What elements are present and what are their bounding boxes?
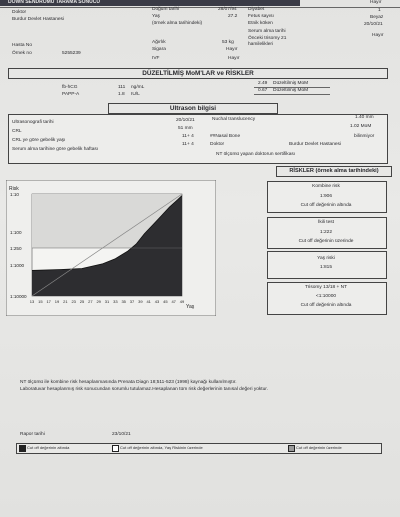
onceki-value: Hayır <box>372 33 384 38</box>
mom-row-mom-label: Düzeltilmiş MoM <box>273 88 309 93</box>
ultrason-right-value: Burdur Devlet Hastanesi <box>289 142 341 147</box>
risk-section-title: RİSKLER (örnek alma tarihindeki) <box>276 166 392 177</box>
y-tick-label: 1:250 <box>10 245 22 251</box>
mom-section-title: DÜZELTİLMİŞ MoM'LAR ve RİSKLER <box>8 68 388 79</box>
agirlik-value: 53 kg <box>222 40 234 45</box>
onceki-label-2: hamilelikleri <box>248 42 274 47</box>
nt-certificate-note: NT ölçümü yapan doktorun sertifikası <box>216 152 296 157</box>
x-tick-label: 19 <box>54 299 60 304</box>
agirlik-label: Ağırlık <box>152 40 166 45</box>
ornek-no-label: Örnek no <box>12 51 32 56</box>
ultrason-left-value: 11+ 4 <box>182 134 194 139</box>
ultrason-right-label: ##Nasal Bone <box>210 134 241 139</box>
mom-row-mom: 0.67 <box>258 88 268 93</box>
yas-label: Yaş <box>152 14 160 19</box>
mom-row-unit: ng/mL <box>131 85 145 90</box>
ivf-label: IVF <box>152 56 160 61</box>
risk-card-title: Trisomy 13/18 + NT <box>304 285 348 290</box>
x-tick-label: 31 <box>104 299 110 304</box>
dogum-value: 28/07/94 <box>218 7 237 12</box>
header-rule <box>0 7 400 8</box>
legend-swatch <box>112 445 119 452</box>
x-tick-label: 45 <box>163 299 168 304</box>
etnik-label: Etnik köken <box>248 21 273 26</box>
hasta-no-label: Hasta No <box>12 43 32 48</box>
diyabet-value: Hayır <box>370 0 382 5</box>
report-title: DOWN SENDROMU TARAMA SONUCU <box>8 0 100 5</box>
footer-note-2: Laboratuvar hesaplanmış risk sonucundan sorumlu tutulamaz.Hesaplanan tüm risk değerlerinin tanısal değeri yoktur. <box>20 387 268 392</box>
ornek-no-value: 5255239 <box>62 51 81 56</box>
yas-note: (örnek alma tarihindeki) <box>152 21 203 26</box>
x-tick-label: 39 <box>138 299 143 304</box>
y-tick-label: 1:10 <box>10 191 19 197</box>
mom-bar-1 <box>254 87 330 88</box>
ultrason-right-value: 1.02 MoM <box>350 124 372 129</box>
onceki-label: Önceki trisomy 21 <box>248 36 287 41</box>
mom-row-value: 111 <box>118 85 126 90</box>
x-tick-label: 27 <box>88 299 93 304</box>
y-tick-label: 1:1000 <box>10 262 25 268</box>
risk-card-value: 1:906 <box>319 194 332 199</box>
sigara-label: Sigara <box>152 47 166 52</box>
sigara-value: Hayır <box>226 47 238 52</box>
risk-card-value: 1:222 <box>319 230 332 235</box>
ultrason-right-label: Nuchal translucency <box>212 117 256 122</box>
diyabet-label: Diyabet <box>248 7 265 12</box>
footer-note-1: NT ölçümü ile kombine risk hesaplanmasında Prenata Diagn 18;511-523 (1998) kaynağı kullanılmıştır. <box>20 380 237 385</box>
y-tick-label: 1:100 <box>10 229 22 235</box>
ultrason-right-value: bilinmiyor <box>354 134 375 139</box>
dogum-label: Doğum tarihi <box>152 7 180 12</box>
ultrason-left-label: Serum alma tarihine göre gebelik haftası <box>12 147 99 152</box>
x-tick-label: 21 <box>63 299 68 304</box>
chart-ylabel: Risk <box>9 186 19 192</box>
ultrason-left-label: Ultrasonografi tarihi <box>12 120 54 125</box>
ultrason-right-label: Doktor <box>210 142 225 147</box>
risk-card-value: <1:10000 <box>315 294 337 299</box>
legend-swatch <box>19 445 26 452</box>
mom-row-name: fb-hCG <box>62 85 78 90</box>
x-tick-label: 41 <box>146 299 151 304</box>
risk-card-title: İkili test <box>318 220 334 225</box>
etnik-value: Beyaz <box>370 15 384 20</box>
x-tick-label: 25 <box>79 299 85 304</box>
doctor-label: Doktor <box>12 10 27 15</box>
y-tick-label: 1:10000 <box>10 293 27 299</box>
ultrason-left-value: 20/10/21 <box>176 118 195 123</box>
serum-value: 20/10/21 <box>364 22 383 27</box>
x-tick-label: 33 <box>113 299 118 304</box>
legend-label: Cut off değerinin altında <box>27 445 70 450</box>
x-tick-label: 17 <box>46 299 51 304</box>
doctor-value: Burdur Devlet Hastanesi <box>12 17 64 22</box>
mom-row-mom-label: Düzeltilmiş MoM <box>273 81 309 86</box>
risk-chart <box>6 180 216 316</box>
risk-card-note: Cut off değerinin altında <box>300 203 352 208</box>
risk-card-value: 1:815 <box>319 265 332 270</box>
x-tick-label: 35 <box>121 299 126 304</box>
x-tick-label: 43 <box>154 299 160 304</box>
ultrason-left-label: CRL ye göre gebelik yaşı <box>12 138 66 143</box>
risk-card-note: Cut off değerinin altında <box>300 303 352 308</box>
ultrason-left-value: 11+ 4 <box>182 142 194 147</box>
ultrason-right-value: 1.40 mm <box>355 115 374 120</box>
fetus-value: 1 <box>378 8 381 13</box>
ivf-value: Hayır <box>228 56 240 61</box>
ultrason-left-label: CRL <box>12 129 22 134</box>
x-tick-label: 23 <box>71 299 76 304</box>
risk-card-note: Cut off değerinin üzerinde <box>298 239 354 244</box>
x-tick-label: 15 <box>38 299 43 304</box>
rapor-label: Rapor tarihi <box>20 432 45 437</box>
mom-row-name: PAPP-A <box>62 92 80 97</box>
mom-bar-2 <box>254 94 330 95</box>
mom-row-unit: IU/L <box>131 92 140 97</box>
risk-card-title: Yaş riski <box>317 256 335 261</box>
chart-xlabel: Yaş <box>186 304 195 310</box>
ultrason-left-value: 51 mm <box>178 126 193 131</box>
legend-label: Cut off değerinin üzerinde <box>296 445 342 450</box>
x-tick-label: 49 <box>179 299 185 304</box>
risk-card-title: Kombine risk <box>312 184 340 189</box>
serum-label: Serum alma tarihi <box>248 29 286 34</box>
legend-swatch <box>288 445 295 452</box>
x-tick-label: 37 <box>129 299 135 304</box>
rapor-value: 23/10/21 <box>112 432 131 437</box>
legend-label: Cut off değerinin altında, Yaş Riskinin üzerinde <box>120 445 203 450</box>
x-tick-label: 29 <box>96 299 101 304</box>
yas-value: 27.2 <box>228 14 238 19</box>
ultrason-title: Ultrason bilgisi <box>108 103 278 114</box>
mom-row-mom: 2.49 <box>258 81 268 86</box>
x-tick-label: 47 <box>171 299 176 304</box>
mom-row-value: 1.8 <box>118 92 125 97</box>
fetus-label: Fetus sayısı <box>248 14 274 19</box>
x-tick-label: 13 <box>29 299 35 304</box>
